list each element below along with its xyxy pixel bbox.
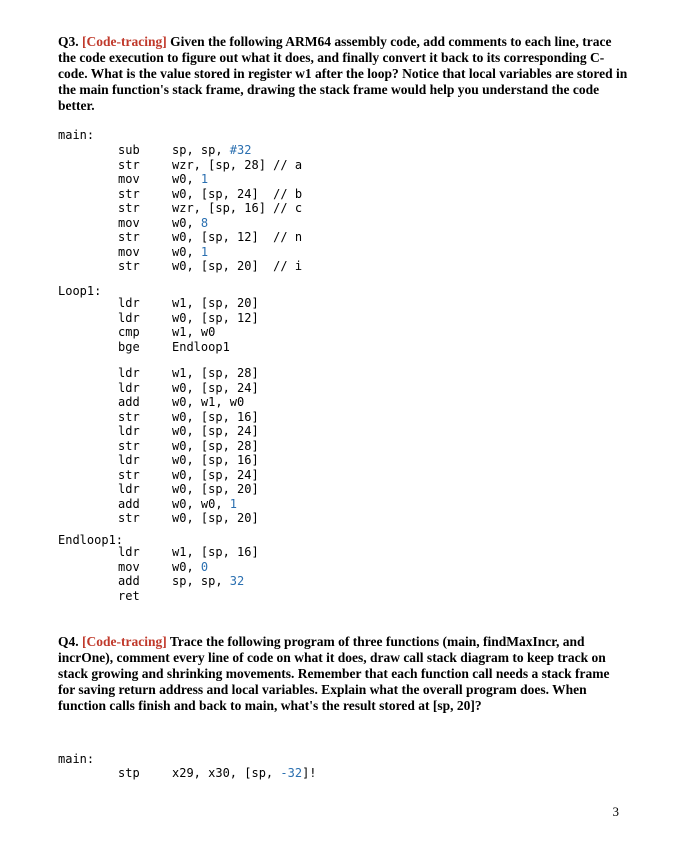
operand-text: sp, sp, xyxy=(172,574,230,588)
instruction-opcode: str xyxy=(118,409,140,424)
instruction-opcode: bge xyxy=(118,339,140,354)
instruction-operands xyxy=(172,143,251,158)
immediate-value: 1 xyxy=(200,244,209,259)
operand-text: w0, w1, w0 xyxy=(172,395,245,409)
instruction-operands xyxy=(172,574,244,589)
instruction-operands xyxy=(172,201,302,216)
instruction-opcode: ldr xyxy=(118,453,140,467)
instruction-opcode: mov xyxy=(118,215,140,230)
operand-text: w1, [sp, 20] xyxy=(172,296,259,310)
instruction-opcode: cmp xyxy=(118,325,140,339)
operand-text: w0, [sp, 20] // i xyxy=(172,259,303,273)
operand-text: w0, xyxy=(172,215,201,230)
instruction-opcode: ret xyxy=(118,588,140,603)
immediate-value: #32 xyxy=(229,143,252,157)
loop1-label: Loop1: xyxy=(58,284,102,298)
instruction-opcode: add xyxy=(118,574,140,588)
instruction-operands xyxy=(172,468,259,483)
operand-text: sp, sp, xyxy=(172,143,230,157)
instruction-opcode: str xyxy=(118,186,140,201)
immediate-value: 1 xyxy=(200,172,209,186)
operand-text: w0, xyxy=(172,559,201,574)
instruction-operands xyxy=(172,172,208,187)
operand-text: w0, xyxy=(172,172,201,186)
instruction-opcode: mov xyxy=(118,244,140,259)
instruction-operands xyxy=(172,296,259,311)
instruction-operands xyxy=(172,158,302,173)
operand-text: w0, [sp, 28] xyxy=(172,438,259,453)
q4-main-label: main: xyxy=(58,752,95,766)
instruction-opcode: ldr xyxy=(118,424,140,438)
q4-tag: [Code-tracing] xyxy=(82,634,167,649)
instruction-opcode: add xyxy=(118,496,140,511)
instruction-operands xyxy=(172,230,302,245)
instruction-opcode: str xyxy=(118,511,140,525)
instruction-operands xyxy=(172,482,259,497)
operand-text: w1, w0 xyxy=(172,325,216,339)
operand-text: w0, [sp, 12] // n xyxy=(172,230,303,244)
instruction-operands xyxy=(172,766,317,781)
instruction-operands xyxy=(172,545,259,560)
instruction-opcode: str xyxy=(118,201,140,215)
instruction-operands xyxy=(172,497,237,512)
instruction-operands xyxy=(172,187,302,202)
instruction-opcode: ldr xyxy=(118,482,140,496)
operand-text: w0, xyxy=(172,244,201,259)
instruction-opcode: sub xyxy=(118,143,140,157)
q3-text: Given the following ARM64 assembly code, add comments to each line, trace the code execution to figure out what it does, and finally convert it back to its corresponding C-code. What is the value stored in register w1 after the loop? Notice that local variables are stored in the main function's stack frame, drawing the stack frame would help you understand the code better. xyxy=(58,34,628,113)
instruction-operands xyxy=(172,216,208,231)
operand-text: w0, [sp, 24] xyxy=(172,380,259,395)
instruction-operands xyxy=(172,325,215,340)
operand-suffix: ]! xyxy=(302,766,317,780)
q3-tag: [Code-tracing] xyxy=(82,34,167,49)
operand-text: w1, [sp, 16] xyxy=(172,545,259,559)
instruction-operands xyxy=(172,439,259,454)
instruction-operands xyxy=(172,511,259,526)
instruction-operands xyxy=(172,395,244,410)
instruction-opcode: ldr xyxy=(118,310,140,325)
operand-text: w0, [sp, 16] xyxy=(172,409,259,424)
immediate-value: 0 xyxy=(200,559,209,574)
instruction-operands xyxy=(172,381,259,396)
instruction-opcode: ldr xyxy=(118,366,140,380)
instruction-operands xyxy=(172,453,259,468)
instruction-operands xyxy=(172,366,259,381)
instruction-opcode: ldr xyxy=(118,545,140,559)
instruction-operands xyxy=(172,410,259,425)
instruction-opcode: str xyxy=(118,438,140,453)
operand-text: w1, [sp, 28] xyxy=(172,366,259,380)
immediate-value: 32 xyxy=(229,574,245,588)
q4-number: Q4. xyxy=(58,634,79,649)
operand-text: w0, [sp, 20] xyxy=(172,482,259,496)
instruction-opcode: ldr xyxy=(118,380,140,395)
instruction-opcode: mov xyxy=(118,172,140,186)
instruction-operands xyxy=(172,311,259,326)
q4-question xyxy=(58,634,628,714)
instruction-opcode: add xyxy=(118,395,140,409)
operand-text: w0, w0, xyxy=(172,496,230,511)
instruction-opcode: stp xyxy=(118,766,140,780)
operand-text: w0, [sp, 24] xyxy=(172,424,259,438)
instruction-operands xyxy=(172,259,302,274)
instruction-operands xyxy=(172,560,208,575)
endloop1-label: Endloop1: xyxy=(58,533,124,547)
q3-question xyxy=(58,34,628,114)
instruction-opcode: str xyxy=(118,157,140,172)
operand-text: w0, [sp, 24] // b xyxy=(172,186,303,201)
instruction-opcode: ldr xyxy=(118,296,140,310)
operand-text: w0, [sp, 24] xyxy=(172,467,259,482)
immediate-value: 8 xyxy=(200,215,209,230)
q4-text: Trace the following program of three functions (main, findMaxIncr, and incrOne), comment every line of code on what it does, draw call stack diagram to keep track on stack growing and shrinking movements. Remember that each function call needs a stack frame for saving return address and local variables. Explain what the overall program does. When function calls finish and back to main, what's the result stored at [sp, 20]? xyxy=(58,634,610,713)
q3-number: Q3. xyxy=(58,34,79,49)
instruction-opcode: str xyxy=(118,230,140,244)
operand-text: w0, [sp, 12] xyxy=(172,310,259,325)
operand-text: wzr, [sp, 28] // a xyxy=(172,157,303,172)
instruction-opcode: mov xyxy=(118,559,140,574)
instruction-operands xyxy=(172,245,208,260)
page-number: 3 xyxy=(612,804,619,819)
immediate-value: 1 xyxy=(229,496,238,511)
instruction-opcode: str xyxy=(118,259,140,273)
instruction-operands xyxy=(172,340,230,355)
operand-text: wzr, [sp, 16] // c xyxy=(172,201,303,215)
operand-text: w0, [sp, 16] xyxy=(172,453,259,467)
operand-text: Endloop1 xyxy=(172,339,230,354)
operand-text: w0, [sp, 20] xyxy=(172,511,259,525)
instruction-operands xyxy=(172,424,259,439)
main-label: main: xyxy=(58,128,95,142)
operand-text: x29, x30, [sp, xyxy=(172,766,281,780)
immediate-value: -32 xyxy=(280,766,303,780)
instruction-opcode: str xyxy=(118,467,140,482)
